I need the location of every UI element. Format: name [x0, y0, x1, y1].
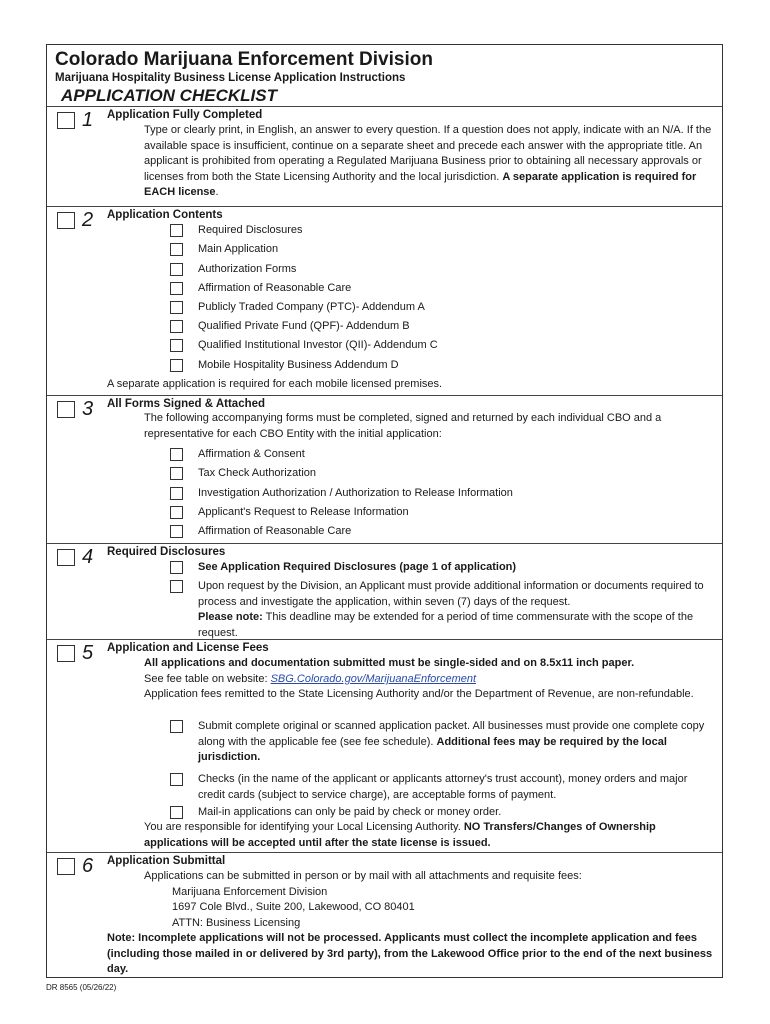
section-6-note: Note: Incomplete applications will not be processed. Applicants must collect the incomplete application and fees (including those mailed in or delivered by 3rd party), from the Lakewood Office prior to the end of the next business day.: [107, 932, 713, 975]
section-number: 1: [82, 109, 94, 131]
item-checkbox[interactable]: [170, 506, 183, 519]
section-3: 3 All Forms Signed & Attached The following accompanying forms must be completed, signed and returned by each individual CBO and a representative for each CBO Entity with the initial application: Affirmation & Consent Tax Check Authorization Investigation Authorization / Authorization to Release Information Applicant's Request to Release Information Affirmation of Reasonable Care: [47, 395, 722, 544]
fee-table-link[interactable]: SBG.Colorado.gov/MarijuanaEnforcement: [270, 673, 477, 685]
item-checkbox[interactable]: [170, 301, 183, 314]
item-checkbox[interactable]: [170, 263, 183, 276]
section-number: 2: [82, 209, 94, 231]
item-checkbox[interactable]: [170, 467, 183, 480]
section-3-checkbox[interactable]: [57, 401, 75, 418]
checklist-frame: [46, 44, 723, 978]
header: [55, 49, 714, 106]
section-1-checkbox[interactable]: [57, 112, 75, 129]
item-checkbox[interactable]: [170, 773, 183, 786]
section-4-checkbox[interactable]: [57, 549, 75, 566]
item-checkbox[interactable]: [170, 339, 183, 352]
checklist-heading: APPLICATION CHECKLIST: [61, 86, 277, 105]
section-title: All Forms Signed & Attached: [107, 398, 266, 410]
form-number: DR 8565 (05/26/22): [46, 983, 117, 992]
item-checkbox[interactable]: [170, 720, 183, 733]
address-line: 1697 Cole Blvd., Suite 200, Lakewood, CO 80401: [172, 901, 415, 913]
section-title: Application Contents: [107, 209, 223, 221]
section-5-remit: Application fees remitted to the State Licensing Authority and/or the Department of Revenue, are non-refundable.: [144, 688, 694, 700]
section-5-checkbox[interactable]: [57, 645, 75, 662]
section-5-paper-note: All applications and documentation submitted must be single-sided and on 8.5x11 inch paper.: [144, 657, 635, 669]
section-2-note: A separate application is required for each mobile licensed premises.: [107, 378, 443, 390]
section-1-text: Type or clearly print, in English, an answer to every question. If a question does not apply, indicate with an N/A. If the available space is insufficient, continue on a separate sheet and precede each answer with the appropriate title. An applicant is prohibited from operating a Regulated Marijuana Business prior to obtaining all necessary approvals or licenses from both the State Licensing Authority and the local jurisdiction. A separate application is required for EACH license.: [144, 124, 712, 198]
item-checkbox[interactable]: [170, 525, 183, 538]
section-6-text: Applications can be submitted in person or by mail with all attachments and requisite fees:: [144, 870, 582, 882]
page-title: Colorado Marijuana Enforcement Division: [55, 49, 433, 70]
section-2: 2 Application Contents Required Disclosures Main Application Authorization Forms Affirmation of Reasonable Care Publicly Traded Company (PTC)- Addendum A Qualified Private Fund (QPF)- Addendum B Qualified Institutional Investor (QII)- Addendum C Mobile Hospitality Business Addendum D A separate application is required for each mobile licensed premises.: [47, 206, 722, 396]
section-5: 5 Application and License Fees All applications and documentation submitted must be single-sided and on 8.5x11 inch paper. See fee table on website: SBG.Colorado.gov/MarijuanaEnforcement Application fees remitted to the State Licensing Authority and/or the Department of Revenue, are non-refundable. Submit complete original or scanned application packet. All businesses must provide one complete copy along with the applicable fee (see fee schedule). Additional fees may be required by the local jurisdiction. Checks (in the name of the applicant or applicants attorney's trust account), money orders and major credit cards (subject to service charge), are acceptable forms of payment. Mail-in applications can only be paid by check or money order. You are responsible for identifying your Local Licensing Authority. NO Transfers/Changes of Ownership applications will be accepted until after the state license is issued.: [47, 639, 722, 853]
section-6-checkbox[interactable]: [57, 858, 75, 875]
item-checkbox[interactable]: [170, 448, 183, 461]
section-number: 6: [82, 855, 94, 877]
section-4-item2-text: Upon request by the Division, an Applicant must provide additional information or documents required to process and investigate the application, within seven (7) days of the request. Please note: This deadline may be extended for a period of time commensurate with the scope of the request.: [198, 580, 704, 639]
item-checkbox[interactable]: [170, 561, 183, 574]
section-5-responsibility: You are responsible for identifying your Local Licensing Authority. NO Transfers/Changes of Ownership applications will be accepted until after the state license is issued.: [144, 821, 656, 849]
section-number: 4: [82, 546, 94, 568]
list-item: See Application Required Disclosures (page 1 of application): [170, 560, 690, 576]
section-6: [47, 852, 722, 979]
item-checkbox[interactable]: [170, 487, 183, 500]
section-number: 3: [82, 398, 94, 420]
section-number: 5: [82, 642, 94, 664]
section-title: Application Submittal: [107, 855, 226, 867]
section-4: [47, 543, 722, 640]
page-subtitle: Marijuana Hospitality Business License Application Instructions: [55, 72, 406, 84]
section-5-fee-line: See fee table on website: SBG.Colorado.gov/MarijuanaEnforcement: [144, 673, 477, 685]
address-line: Marijuana Enforcement Division: [172, 886, 328, 898]
address-line: ATTN: Business Licensing: [172, 917, 301, 929]
item-checkbox[interactable]: [170, 806, 183, 819]
section-title: Application Fully Completed: [107, 109, 263, 121]
item-checkbox[interactable]: [170, 359, 183, 372]
section-title: Required Disclosures: [107, 546, 226, 558]
section-title: Application and License Fees: [107, 642, 269, 654]
item-checkbox[interactable]: [170, 243, 183, 256]
section-5-item1-text: Submit complete original or scanned application packet. All businesses must provide one complete copy along with the applicable fee (see fee schedule). Additional fees may be required by the local jurisdiction.: [198, 720, 705, 763]
section-1: [47, 106, 722, 207]
section-2-checkbox[interactable]: [57, 212, 75, 229]
item-checkbox[interactable]: [170, 580, 183, 593]
section-5-item2-text: Checks (in the name of the applicant or applicants attorney's trust account), money orders and major credit cards (subject to service charge), are acceptable forms of payment.: [198, 773, 688, 801]
item-checkbox[interactable]: [170, 320, 183, 333]
section-3-text: The following accompanying forms must be completed, signed and returned by each individual CBO and a representative for each CBO Entity with the initial application:: [144, 412, 662, 440]
item-checkbox[interactable]: [170, 282, 183, 295]
item-checkbox[interactable]: [170, 224, 183, 237]
